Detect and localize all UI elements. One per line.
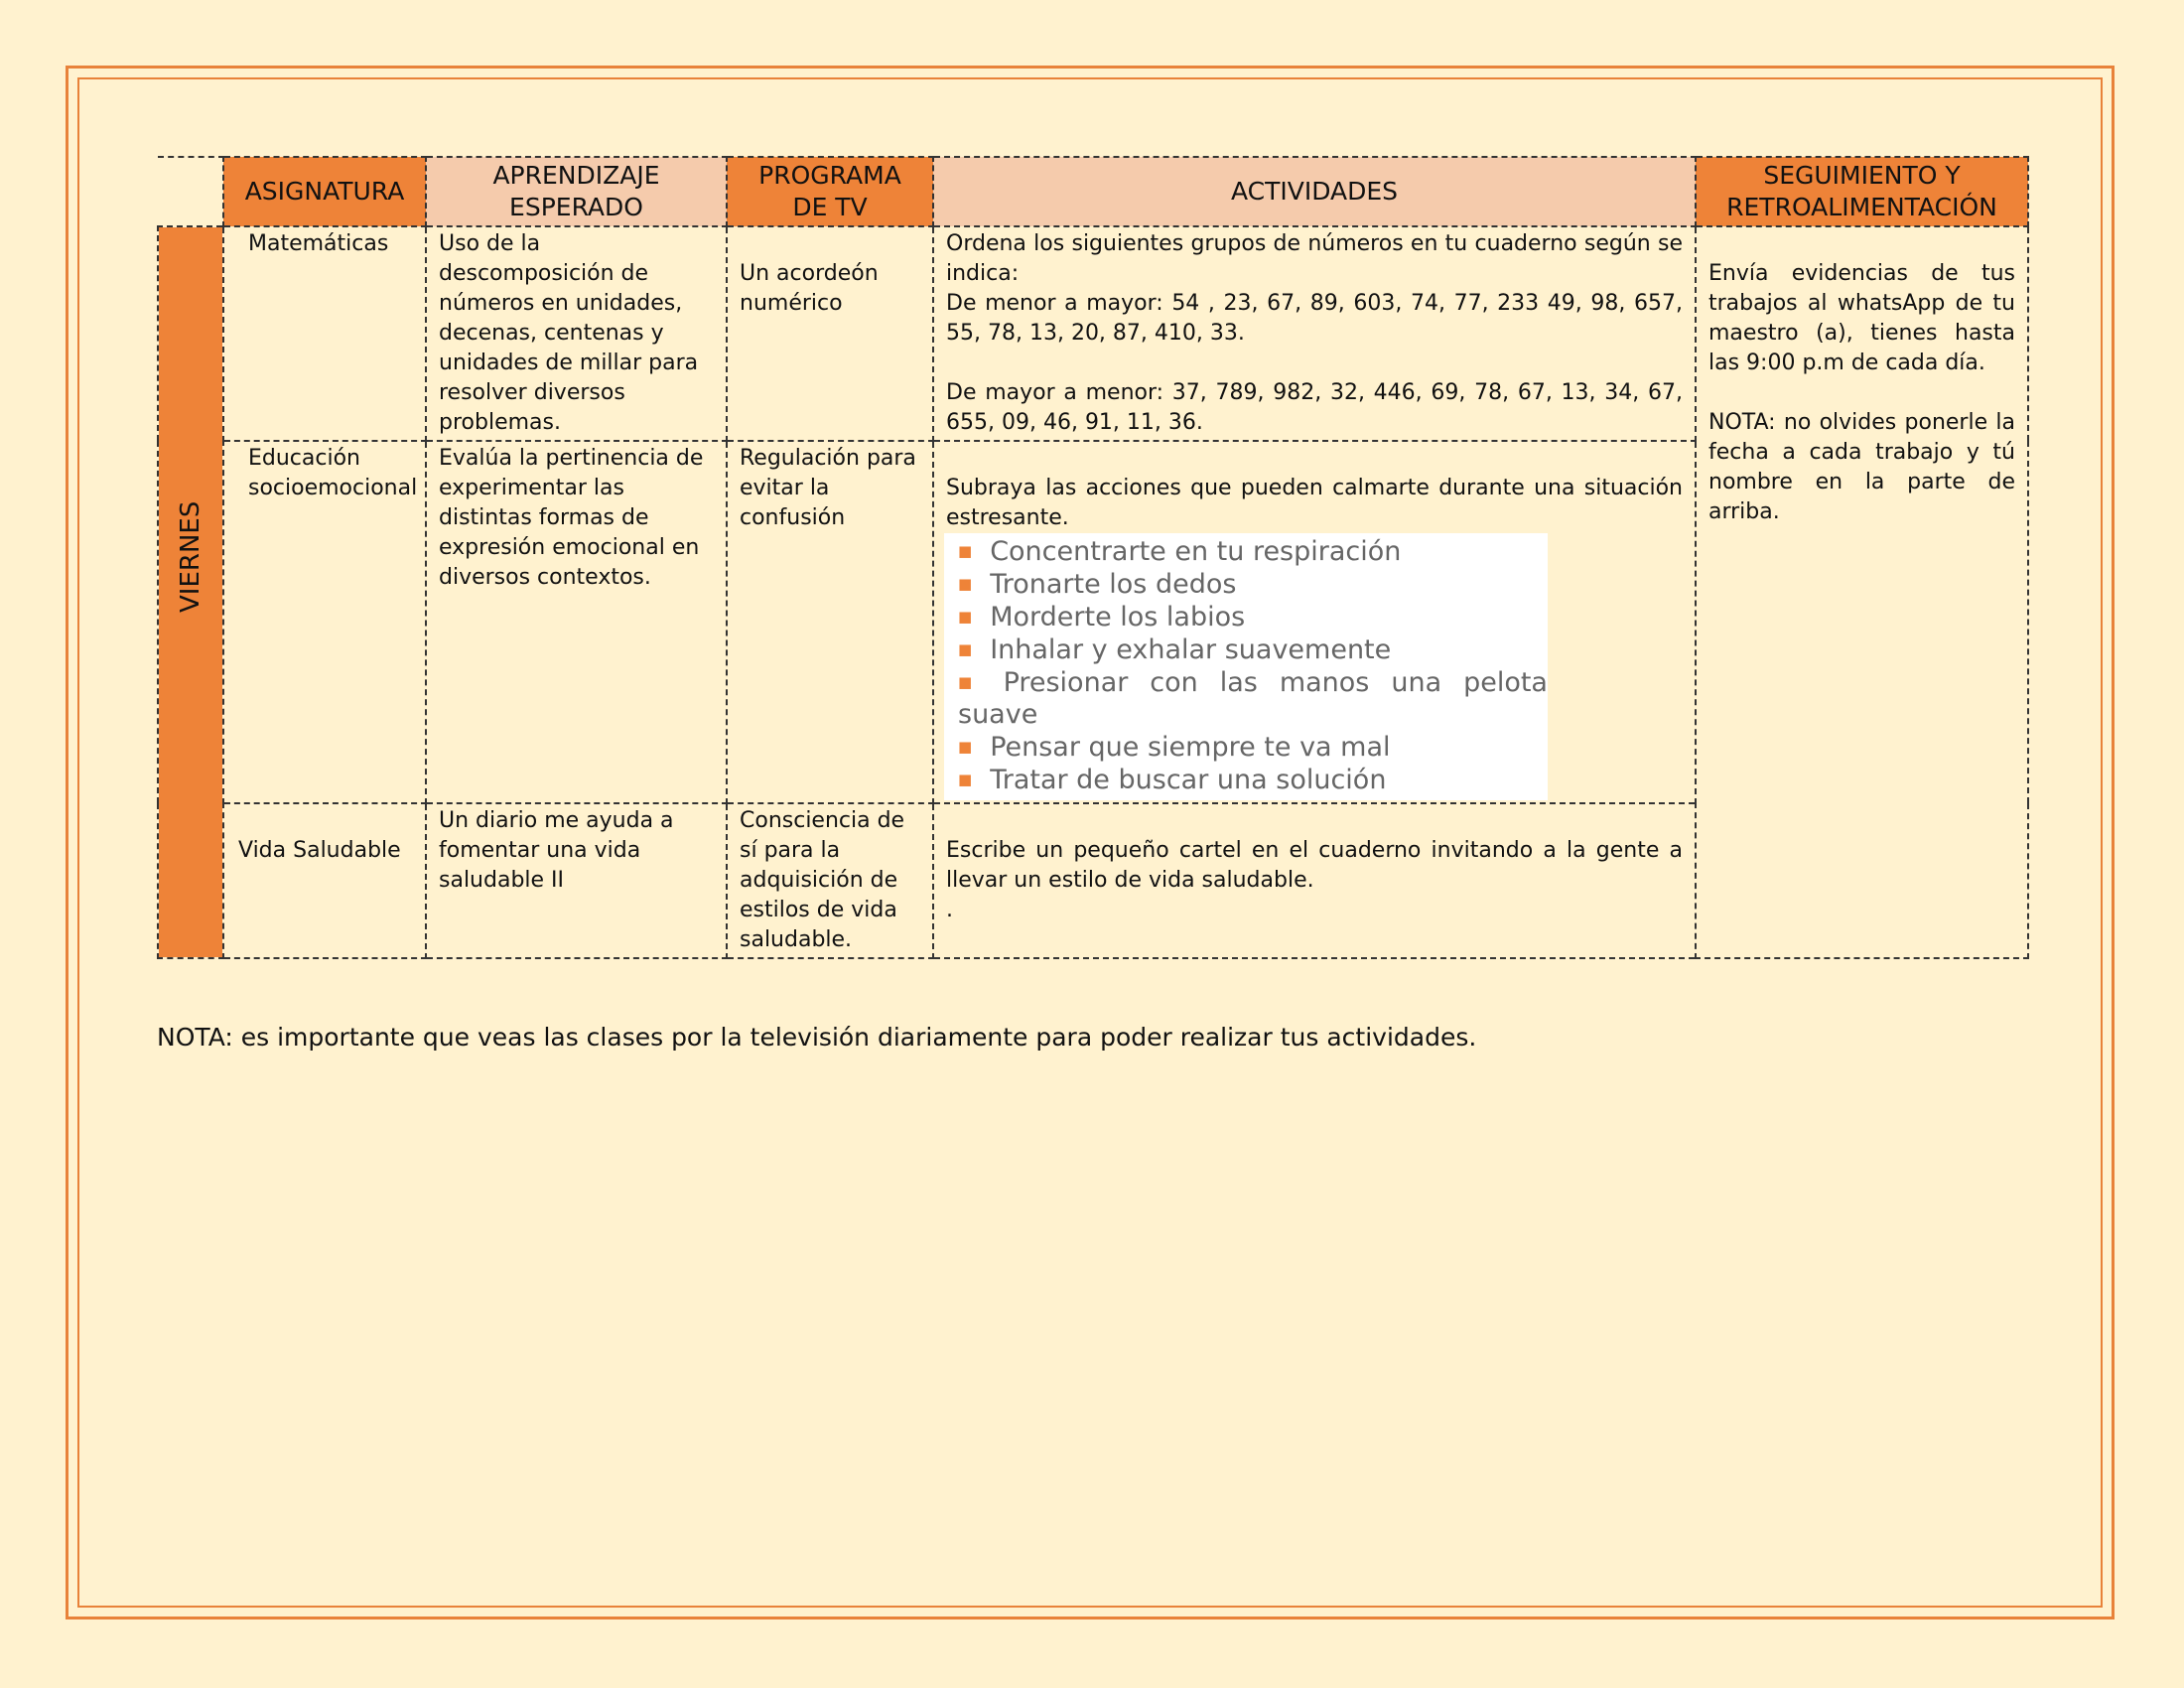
list-item: ■ Morderte los labios [958,602,1246,633]
activity-intro: Subraya las acciones que pueden calmarte durante una situación estresante. [946,476,1683,530]
list-item: ■ Tratar de buscar una solución [958,765,1387,795]
activity-dot: . [946,898,953,922]
tv-program-cell: Consciencia de sí para la adquisición de estilos de vida saludable. [727,803,933,958]
day-label: VIERNES [176,500,205,613]
feedback-text: Envía evidencias de tus trabajos al whatsApp de tu maestro (a), tienes hasta las 9:00 p.m de cada día. [1708,261,2015,375]
learning-cell: Uso de la descomposición de números en unidades, decenas, centenas y unidades de millar para resolver diversos problemas. [426,226,727,441]
footer-note: NOTA: es importante que veas las clases por la televisión diariamente para poder realizar tus actividades. [157,1023,1477,1052]
activity-line: De mayor a menor: 37, 789, 982, 32, 446, 69, 78, 67, 13, 34, 67, 655, 09, 46, 91, 11, 36. [946,380,1683,435]
learning-cell: Evalúa la pertinencia de experimentar las distintas formas de expresión emocional en diversos contextos. [426,441,727,803]
tv-program-cell: Regulación para evitar la confusión [727,441,933,803]
header-actividades: ACTIVIDADES [933,157,1696,226]
header-programa: PROGRAMA DE TV [727,157,933,226]
list-item: ■ Concentrarte en tu respiración [958,536,1402,567]
list-item: ■ Tronarte los dedos [958,569,1237,600]
activity-intro: Ordena los siguientes grupos de números en tu cuaderno según se indica: [946,231,1683,286]
table-row [158,226,2028,441]
header-seguimiento: SEGUIMIENTO Y RETROALIMENTACIÓN [1696,157,2028,226]
square-bullet-icon: ■ [958,542,973,560]
tv-program-cell [727,226,933,441]
activity-line: De menor a mayor: 54 , 23, 67, 89, 603, 74, 77, 233 49, 98, 657, 55, 78, 13, 20, 87, 410, 33. [946,291,1683,346]
list-item: ■ Presionar con las manos una pelota suave [958,667,1548,730]
activity-intro: Escribe un pequeño cartel en el cuaderno invitando a la gente a llevar un estilo de vida saludable. [946,838,1683,893]
actions-list [944,533,1548,800]
subject-cell [223,803,426,958]
header-aprendizaje: APRENDIZAJE ESPERADO [426,157,727,226]
schedule-table [157,156,2029,959]
square-bullet-icon: ■ [958,575,973,593]
activities-cell [933,803,1696,958]
header-row [158,157,2028,226]
activities-cell [933,441,1696,803]
feedback-cell [1696,226,2028,958]
learning-cell: Un diario me ayuda a fomentar una vida saludable II [426,803,727,958]
tv-program-text: Un acordeón numérico [740,261,879,316]
square-bullet-icon: ■ [958,738,973,756]
square-bullet-icon: ■ [958,640,973,658]
feedback-note: NOTA: no olvides ponerle la fecha a cada trabajo y tú nombre en la parte de arriba. [1708,410,2015,524]
list-item: ■ Inhalar y exhalar suavemente [958,634,1392,665]
square-bullet-icon: ■ [958,608,973,626]
square-bullet-icon: ■ [958,673,986,691]
header-asignatura: ASIGNATURA [223,157,426,226]
activities-cell [933,226,1696,441]
day-label-cell [158,226,223,958]
subject-cell: Matemáticas [223,226,426,441]
subject-cell: Educación socioemocional [223,441,426,803]
square-bullet-icon: ■ [958,771,973,788]
corner-cell [158,157,223,226]
subject-text: Vida Saludable [238,838,401,863]
list-item: ■ Pensar que siempre te va mal [958,732,1391,763]
